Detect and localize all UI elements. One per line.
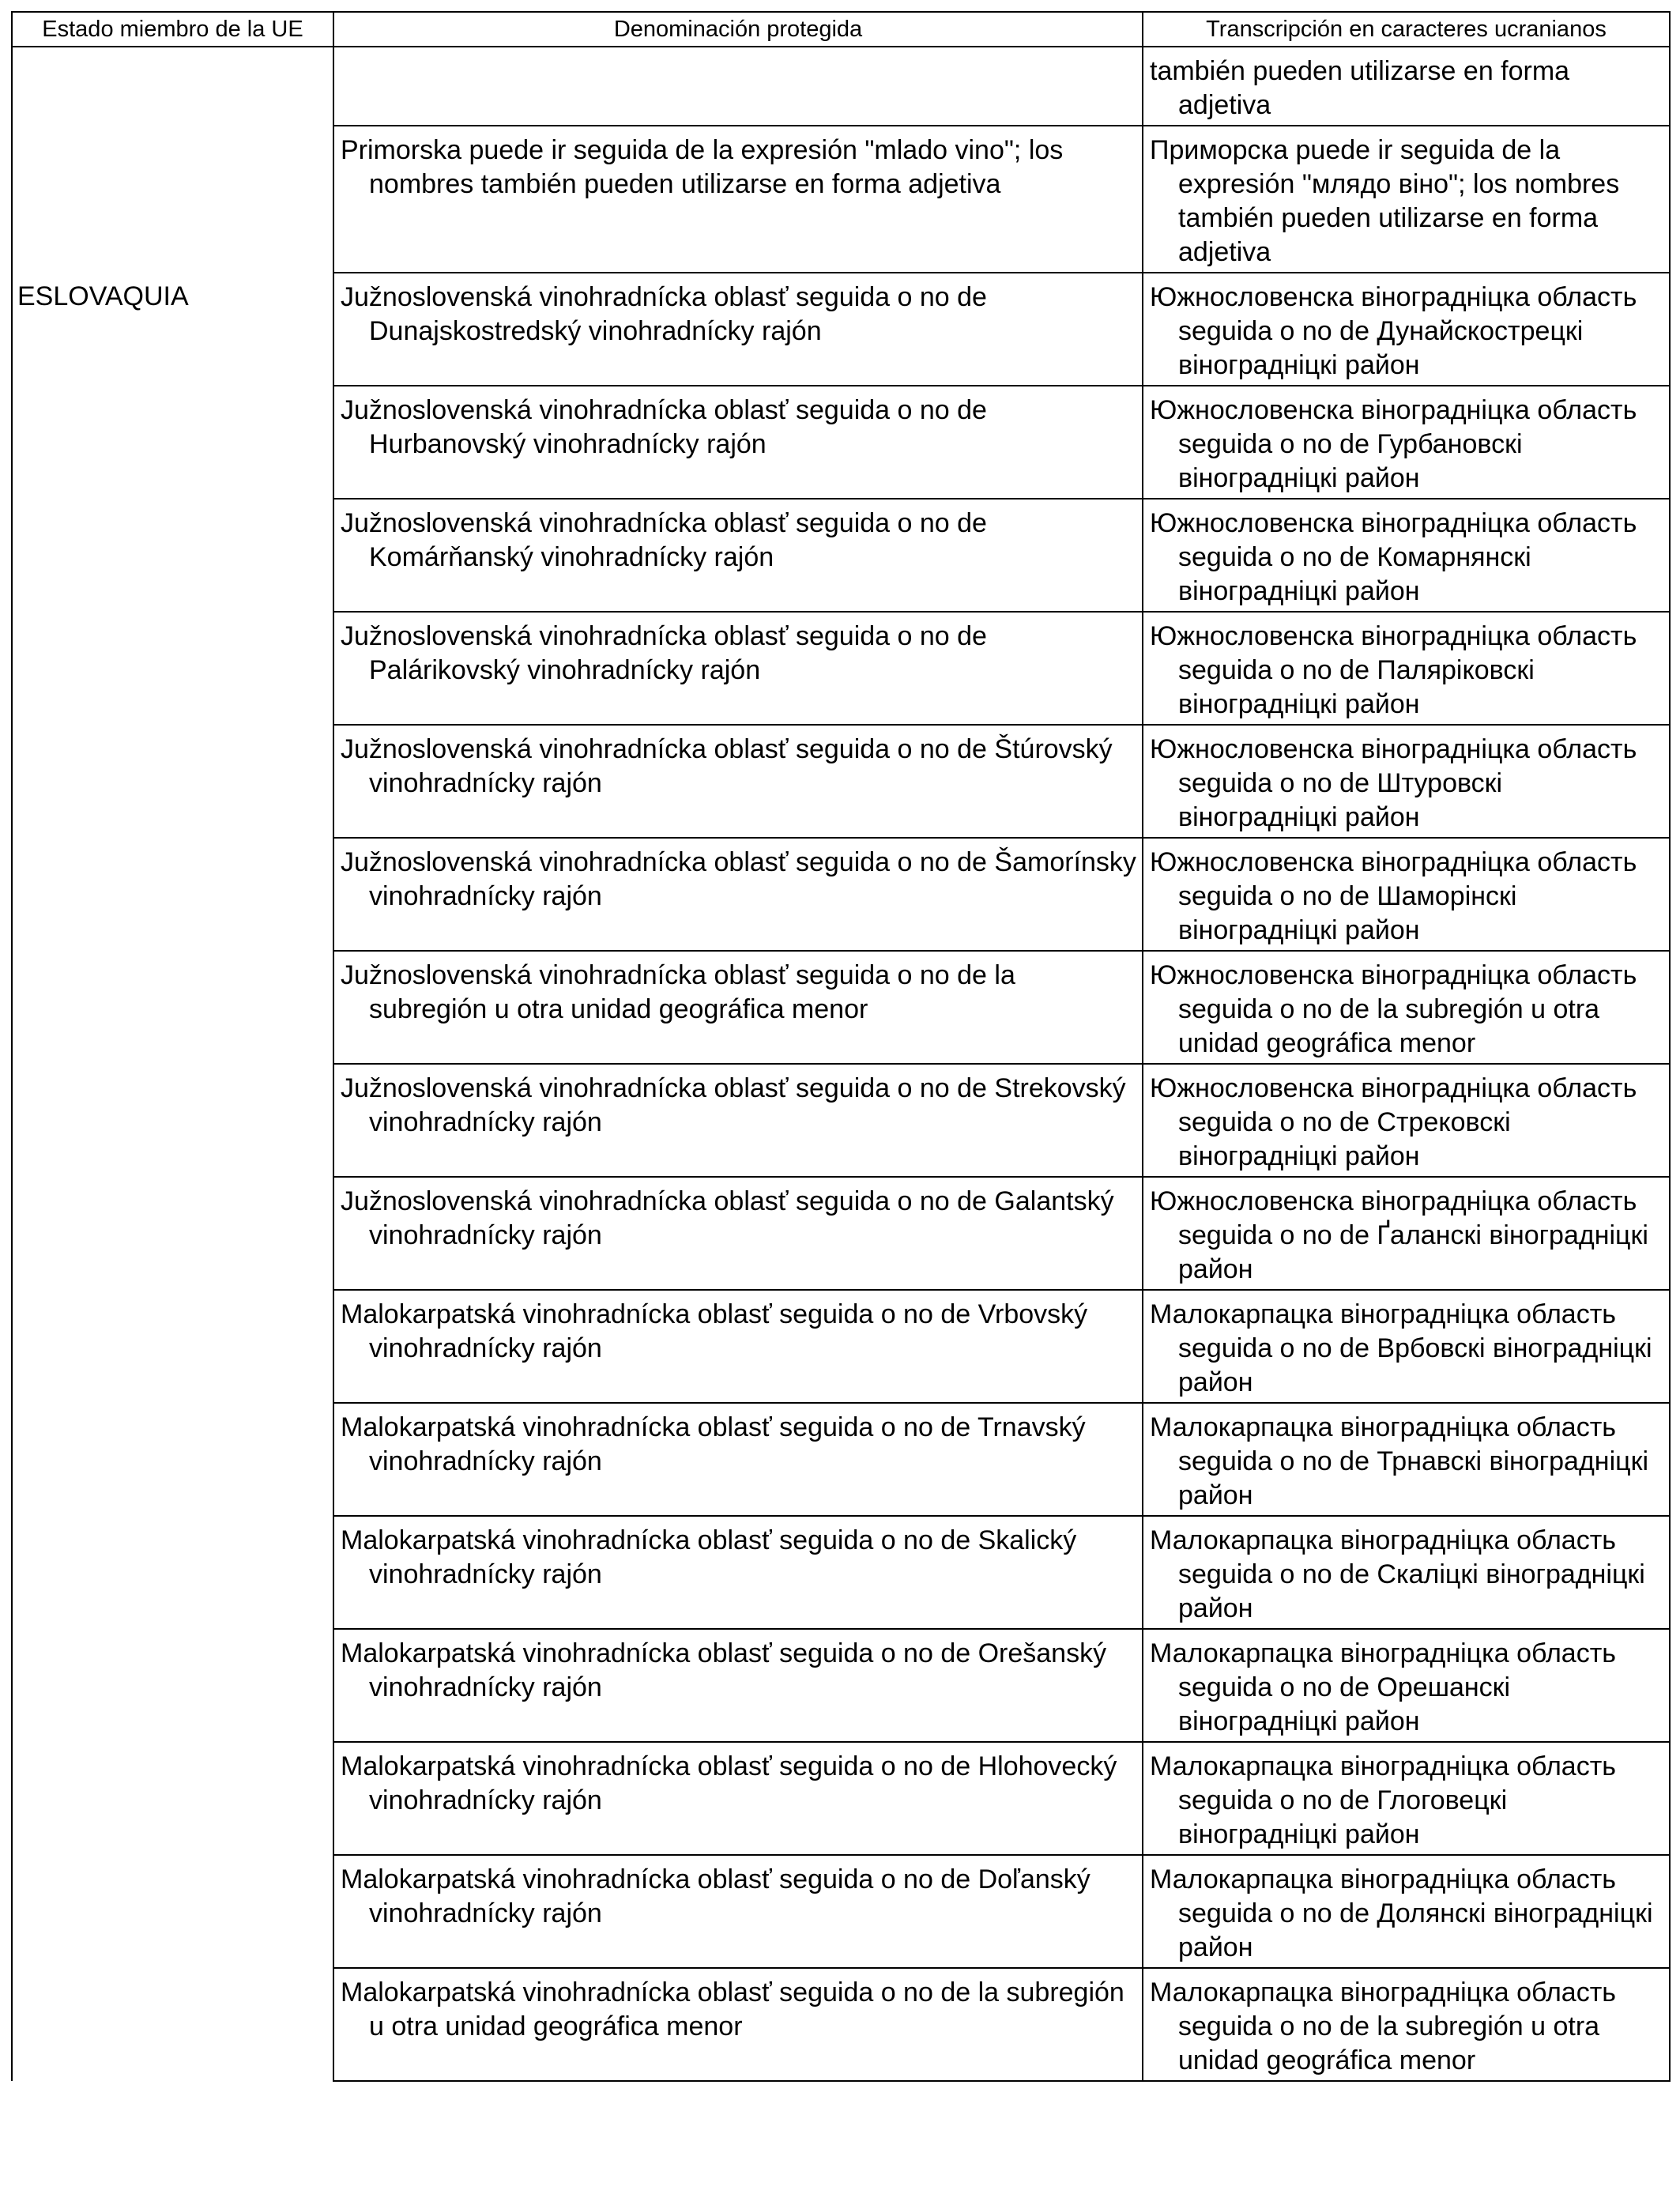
protected-names-table (11, 11, 1671, 2082)
protected-name-cell (333, 386, 1143, 499)
state-cell (12, 1855, 333, 1968)
state-text: ESLOVAQUIA (17, 281, 189, 311)
protected-name-text: Južnoslovenská vinohradnícka oblasť seguida o no de Šamorínsky vinohradnícky rajón (341, 847, 1136, 911)
transliteration-cell (1143, 1629, 1670, 1742)
protected-name-cell (333, 126, 1143, 273)
transliteration-text: Южнословенска віноградніцка область seguida o no de Дунайскострецкі віноградніцкі район (1150, 282, 1637, 380)
table-row (12, 1064, 1670, 1177)
transliteration-text: Малокарпацка віноградніцка область seguida o no de Орешанскі віноградніцкі район (1150, 1638, 1616, 1736)
state-cell (12, 725, 333, 838)
transliteration-cell (1143, 1516, 1670, 1629)
table-row (12, 1290, 1670, 1403)
protected-name-text: Malokarpatská vinohradnícka oblasť seguida o no de Vrbovský vinohradnícky rajón (341, 1299, 1088, 1363)
header-state: Estado miembro de la UE (12, 12, 333, 47)
protected-name-text: Malokarpatská vinohradnícka oblasť seguida o no de Hlohovecký vinohradnícky rajón (341, 1751, 1117, 1815)
state-cell (12, 1290, 333, 1403)
table-row (12, 951, 1670, 1064)
transliteration-cell (1143, 1855, 1670, 1968)
transliteration-text: Южнословенска віноградніцка область seguida o no de Стрековскі віноградніцкі район (1150, 1073, 1637, 1171)
protected-name-cell (333, 47, 1143, 126)
table-row (12, 1403, 1670, 1516)
transliteration-cell (1143, 126, 1670, 273)
state-cell (12, 273, 333, 386)
state-cell (12, 1064, 333, 1177)
transliteration-text: también pueden utilizarse en forma adjetiva (1150, 56, 1570, 120)
table-row (12, 1177, 1670, 1290)
transliteration-cell (1143, 725, 1670, 838)
state-cell (12, 838, 333, 951)
transliteration-cell (1143, 1177, 1670, 1290)
protected-name-text: Primorska puede ir seguida de la expresión "mlado vino"; los nombres también pueden utilizarse en forma adjetiva (341, 135, 1064, 199)
transliteration-text: Южнословенска віноградніцка область seguida o no de Шаморінскі віноградніцкі район (1150, 847, 1637, 945)
transliteration-text: Южнословенска віноградніцка область seguida o no de Гурбановскі віноградніцкі район (1150, 395, 1637, 493)
state-cell (12, 1629, 333, 1742)
header-protected-name: Denominación protegida (333, 12, 1143, 47)
protected-name-cell (333, 499, 1143, 612)
transliteration-cell (1143, 499, 1670, 612)
table-row (12, 1855, 1670, 1968)
table-row (12, 838, 1670, 951)
protected-name-cell (333, 1516, 1143, 1629)
transliteration-text: Малокарпацка віноградніцка область seguida o no de la subregión u otra unidad geográfica menor (1150, 1977, 1616, 2075)
table-row (12, 386, 1670, 499)
state-cell (12, 1968, 333, 2081)
transliteration-text: Южнословенска віноградніцка область seguida o no de la subregión u otra unidad geográfica menor (1150, 960, 1637, 1058)
protected-name-text: Malokarpatská vinohradnícka oblasť seguida o no de la subregión u otra unidad geográfica menor (341, 1977, 1124, 2041)
transliteration-text: Приморска puede ir seguida de la expresión "млядо віно"; los nombres también pueden utilizarse en forma adjetiva (1150, 135, 1620, 267)
state-cell (12, 1742, 333, 1855)
protected-name-text: Južnoslovenská vinohradnícka oblasť seguida o no de Galantský vinohradnícky rajón (341, 1186, 1114, 1250)
state-cell (12, 47, 333, 126)
table-row (12, 612, 1670, 725)
transliteration-text: Южнословенска віноградніцка область seguida o no de Паляріковскі віноградніцкі район (1150, 621, 1637, 719)
transliteration-cell (1143, 1064, 1670, 1177)
transliteration-cell (1143, 1403, 1670, 1516)
protected-name-cell (333, 1177, 1143, 1290)
table-row (12, 1742, 1670, 1855)
table-row (12, 1968, 1670, 2081)
protected-name-text: Južnoslovenská vinohradnícka oblasť seguida o no de Hurbanovský vinohradnícky rajón (341, 395, 987, 459)
transliteration-text: Южнословенска віноградніцка область seguida o no de Ґаланскі віноградніцкі район (1150, 1186, 1648, 1284)
transliteration-cell (1143, 386, 1670, 499)
transliteration-cell (1143, 951, 1670, 1064)
transliteration-text: Малокарпацка віноградніцка область seguida o no de Врбовскі віноградніцкі район (1150, 1299, 1652, 1397)
transliteration-text: Малокарпацка віноградніцка область seguida o no de Трнавскі віноградніцкі район (1150, 1412, 1649, 1510)
protected-name-cell (333, 273, 1143, 386)
protected-name-text: Južnoslovenská vinohradnícka oblasť seguida o no de Strekovský vinohradnícky rajón (341, 1073, 1126, 1137)
document-page (11, 11, 1669, 2082)
transliteration-text: Южнословенска віноградніцка область seguida o no de Комарнянскі віноградніцкі район (1150, 508, 1637, 606)
transliteration-text: Южнословенска віноградніцка область seguida o no de Штуровскі віноградніцкі район (1150, 734, 1637, 832)
state-cell (12, 1403, 333, 1516)
protected-name-cell (333, 1968, 1143, 2081)
protected-name-cell (333, 1403, 1143, 1516)
protected-name-cell (333, 612, 1143, 725)
table-row (12, 1629, 1670, 1742)
protected-name-text: Malokarpatská vinohradnícka oblasť seguida o no de Trnavský vinohradnícky rajón (341, 1412, 1086, 1476)
protected-name-cell (333, 1290, 1143, 1403)
protected-name-cell (333, 725, 1143, 838)
protected-name-text: Malokarpatská vinohradnícka oblasť seguida o no de Skalický vinohradnícky rajón (341, 1525, 1077, 1589)
transliteration-cell (1143, 47, 1670, 126)
state-cell (12, 1516, 333, 1629)
protected-name-text: Južnoslovenská vinohradnícka oblasť seguida o no de la subregión u otra unidad geográfica menor (341, 960, 1015, 1024)
transliteration-text: Малокарпацка віноградніцка область seguida o no de Долянскі віноградніцкі район (1150, 1864, 1653, 1962)
state-cell (12, 951, 333, 1064)
table-body (12, 47, 1670, 2081)
protected-name-cell (333, 838, 1143, 951)
transliteration-cell (1143, 612, 1670, 725)
state-cell (12, 1177, 333, 1290)
state-cell (12, 499, 333, 612)
protected-name-text: Malokarpatská vinohradnícka oblasť seguida o no de Doľanský vinohradnícky rajón (341, 1864, 1090, 1928)
table-row (12, 126, 1670, 273)
table-row (12, 1516, 1670, 1629)
protected-name-text: Malokarpatská vinohradnícka oblasť seguida o no de Orešanský vinohradnícky rajón (341, 1638, 1107, 1702)
transliteration-text: Малокарпацка віноградніцка область seguida o no de Глоговецкі віноградніцкі район (1150, 1751, 1616, 1849)
header-transliteration: Transcripción en caracteres ucranianos (1143, 12, 1670, 47)
transliteration-cell (1143, 1742, 1670, 1855)
protected-name-text: Južnoslovenská vinohradnícka oblasť seguida o no de Dunajskostredský vinohradnícky rajón (341, 282, 987, 346)
transliteration-cell (1143, 1290, 1670, 1403)
protected-name-text: Južnoslovenská vinohradnícka oblasť seguida o no de Palárikovský vinohradnícky rajón (341, 621, 987, 685)
state-cell (12, 386, 333, 499)
state-cell (12, 612, 333, 725)
transliteration-cell (1143, 273, 1670, 386)
protected-name-text: Južnoslovenská vinohradnícka oblasť seguida o no de Komárňanský vinohradnícky rajón (341, 508, 987, 572)
state-cell (12, 126, 333, 273)
protected-name-text: Južnoslovenská vinohradnícka oblasť seguida o no de Štúrovský vinohradnícky rajón (341, 734, 1113, 798)
transliteration-text: Малокарпацка віноградніцка область seguida o no de Скаліцкі віноградніцкі район (1150, 1525, 1645, 1623)
table-row (12, 47, 1670, 126)
protected-name-cell (333, 1742, 1143, 1855)
table-header-row (12, 12, 1670, 47)
table-row (12, 499, 1670, 612)
protected-name-cell (333, 1064, 1143, 1177)
table-row (12, 725, 1670, 838)
transliteration-cell (1143, 1968, 1670, 2081)
transliteration-cell (1143, 838, 1670, 951)
protected-name-cell (333, 1855, 1143, 1968)
table-row (12, 273, 1670, 386)
protected-name-cell (333, 1629, 1143, 1742)
protected-name-cell (333, 951, 1143, 1064)
